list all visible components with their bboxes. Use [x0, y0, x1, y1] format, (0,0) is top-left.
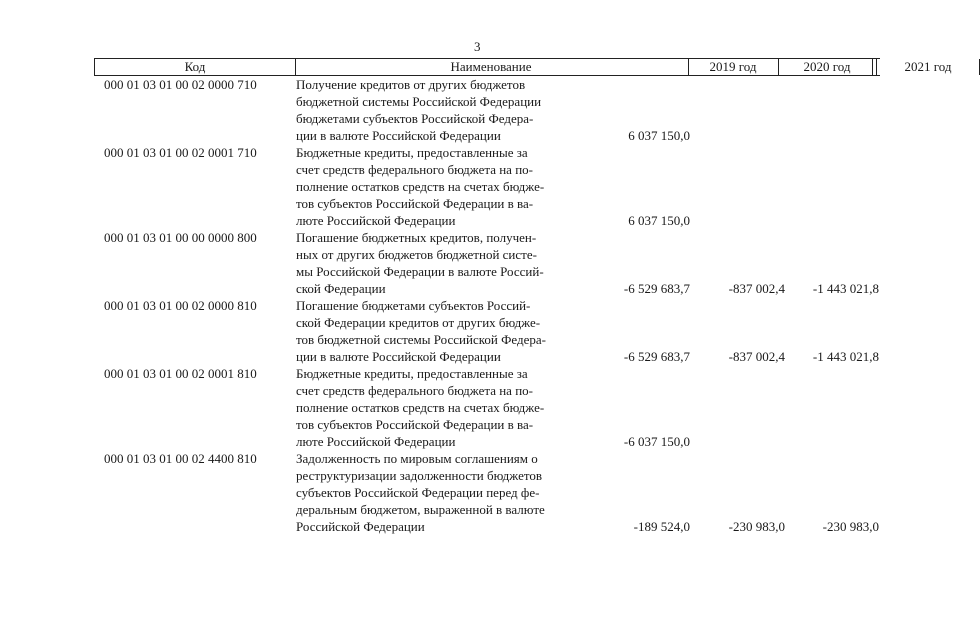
row-name-line: ской Федерации кредитов от других бюдже- [296, 315, 541, 330]
row-name [296, 229, 586, 297]
row-name-line: Бюджетные кредиты, предоставленные за [296, 366, 528, 381]
row-name-line: тов субъектов Российской Федерации в ва- [296, 196, 534, 211]
row-name-line: полнение остатков средств на счетах бюдже- [296, 400, 545, 415]
row-name-line: ции в валюте Российской Федерации [296, 349, 501, 364]
row-code: 000 01 03 01 00 02 4400 810 [104, 451, 257, 466]
value-2019: 6 037 150,0 [628, 213, 690, 228]
row-name-line: бюджетами субъектов Российской Федера- [296, 111, 534, 126]
row-code: 000 01 03 01 00 00 0000 800 [104, 230, 257, 245]
row-name-line: Получение кредитов от других бюджетов [296, 77, 526, 92]
row-name-line: полнение остатков средств на счетах бюдже- [296, 179, 545, 194]
table-header [94, 58, 952, 76]
row-name-line: Погашение бюджетных кредитов, получен- [296, 230, 537, 245]
row-name-line: Погашение бюджетами субъектов Россий- [296, 298, 531, 313]
value-2019: 6 037 150,0 [628, 128, 690, 143]
table-body [0, 76, 905, 535]
row-name-line: ции в валюте Российской Федерации [296, 128, 501, 143]
value-2020: -230 983,0 [728, 519, 785, 534]
row-name [296, 297, 586, 365]
row-name-line: счет средств федерального бюджета на по- [296, 162, 533, 177]
table-row [0, 365, 905, 450]
row-name-line: тов бюджетной системы Российской Федера- [296, 332, 546, 347]
value-2019: -6 529 683,7 [623, 281, 690, 296]
row-name-line: люте Российской Федерации [296, 213, 456, 228]
row-name-line: счет средств федерального бюджета на по- [296, 383, 533, 398]
row-code: 000 01 03 01 00 02 0000 810 [104, 298, 257, 313]
row-name-line: реструктуризации задолженности бюджетов [296, 468, 542, 483]
row-code: 000 01 03 01 00 02 0001 710 [104, 145, 257, 160]
row-code: 000 01 03 01 00 02 0000 710 [104, 77, 257, 92]
value-2019: -6 037 150,0 [623, 434, 690, 449]
value-2019: -189 524,0 [633, 519, 690, 534]
table-row [0, 450, 905, 535]
row-name [296, 76, 586, 144]
table-row [0, 229, 905, 297]
value-2021: -230 983,0 [822, 519, 879, 534]
table-row [0, 297, 905, 365]
table-row [0, 144, 905, 229]
table-row [0, 76, 905, 144]
row-name-line: Российской Федерации [296, 519, 425, 534]
row-name-line: мы Российской Федерации в валюте Россий- [296, 264, 544, 279]
row-code: 000 01 03 01 00 02 0001 810 [104, 366, 257, 381]
value-2020: -837 002,4 [728, 349, 785, 364]
row-name-line: деральным бюджетом, выраженной в валюте [296, 502, 545, 517]
header-name: Наименование [294, 59, 689, 75]
row-name-line: тов субъектов Российской Федерации в ва- [296, 417, 534, 432]
value-2019: -6 529 683,7 [623, 349, 690, 364]
row-name-line: ской Федерации [296, 281, 386, 296]
header-2019: 2019 год [688, 59, 779, 75]
header-code: Код [94, 59, 296, 75]
header-2020: 2020 год [782, 59, 873, 75]
row-name-line: Задолженность по мировым соглашениям о [296, 451, 538, 466]
row-name [296, 450, 586, 535]
row-name-line: субъектов Российской Федерации перед фе- [296, 485, 540, 500]
row-name-line: бюджетной системы Российской Федерации [296, 94, 542, 109]
row-name [296, 365, 586, 450]
page-number: 3 [474, 39, 481, 54]
value-2020: -837 002,4 [728, 281, 785, 296]
value-2021: -1 443 021,8 [812, 349, 879, 364]
value-2021: -1 443 021,8 [812, 281, 879, 296]
row-name-line: Бюджетные кредиты, предоставленные за [296, 145, 528, 160]
row-name [296, 144, 586, 229]
header-2021: 2021 год [876, 59, 980, 75]
row-name-line: ных от других бюджетов бюджетной систе- [296, 247, 537, 262]
row-name-line: люте Российской Федерации [296, 434, 456, 449]
